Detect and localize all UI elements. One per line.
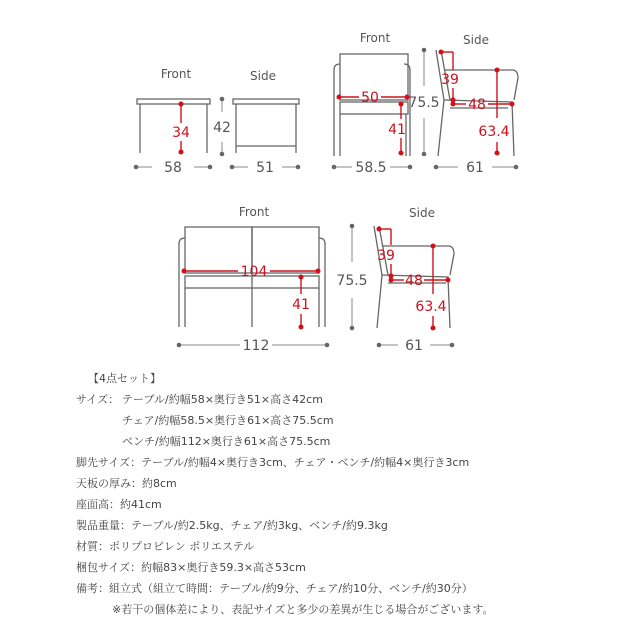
chair-seat-height-value: 41	[388, 122, 406, 138]
spec-top-thickness: 天板の厚み：約8cm	[76, 477, 177, 490]
spec-seat-height: 座面高：約41cm	[76, 498, 162, 511]
spec-package: 梱包サイズ：約幅83×奥行き59.3×高さ53cm	[76, 561, 306, 574]
chair-front-label: Front	[359, 31, 391, 45]
table-leg-height-value: 34	[172, 125, 190, 141]
bench-seat-height-value: 41	[292, 297, 310, 313]
chair-width-value: 58.5	[355, 160, 387, 176]
chair-seat-depth-value: 48	[468, 97, 486, 113]
table-side-label: Side	[250, 69, 276, 83]
bench-side-label: Side	[409, 206, 435, 220]
bench-seat-depth-value: 48	[405, 273, 423, 289]
spec-material: 材質：ポリプロピレン ポリエステル	[76, 540, 255, 553]
table-width-value: 58	[164, 160, 182, 176]
bench-seat-width-value: 104	[240, 264, 268, 280]
spec-disclaimer: ※若干の個体差により、表記サイズと多少の差異が生じる場合がございます。	[112, 603, 494, 616]
bench-arm-height-value: 39	[377, 248, 395, 264]
bench-arm-depth-value: 63.4	[415, 299, 447, 315]
spec-title: 【4点セット】	[88, 372, 161, 385]
table-front-label: Front	[160, 67, 192, 81]
bench-front-label: Front	[238, 205, 270, 219]
spec-leg-size: 脚先サイズ：テーブル/約幅4×奥行き3cm、チェア・ベンチ/約幅4×奥行き3cm	[76, 456, 470, 469]
table-side-drawing	[233, 99, 299, 153]
spec-size-chair: チェア/約幅58.5×奥行き61×高さ75.5cm	[122, 414, 334, 427]
spec-note: 備考：組立式（組立て時間：テーブル/約9分、チェア/約10分、ベンチ/約30分）	[76, 582, 473, 595]
chair-side-label: Side	[463, 33, 489, 47]
table-depth-value: 51	[256, 160, 274, 176]
spec-size-bench: ベンチ/約幅112×奥行き61×高さ75.5cm	[122, 435, 331, 448]
chair-seat-width-value: 50	[361, 90, 379, 106]
spec-size-label: サイズ：	[76, 393, 120, 406]
spec-size-table: テーブル/約幅58×奥行き51×高さ42cm	[122, 393, 323, 406]
chair-height-value: 75.5	[408, 95, 440, 111]
bench-depth-value: 61	[405, 338, 423, 354]
chair-depth-value: 61	[466, 160, 484, 176]
bench-height-value: 75.5	[336, 273, 368, 289]
bench-width-value: 112	[242, 338, 270, 354]
chair-arm-height-value: 39	[441, 72, 459, 88]
table-height-value: 42	[213, 120, 231, 136]
spec-weight: 製品重量：テーブル/約2.5kg、チェア/約3kg、ベンチ/約9.3kg	[76, 519, 388, 532]
chair-arm-depth-value: 63.4	[478, 124, 510, 140]
